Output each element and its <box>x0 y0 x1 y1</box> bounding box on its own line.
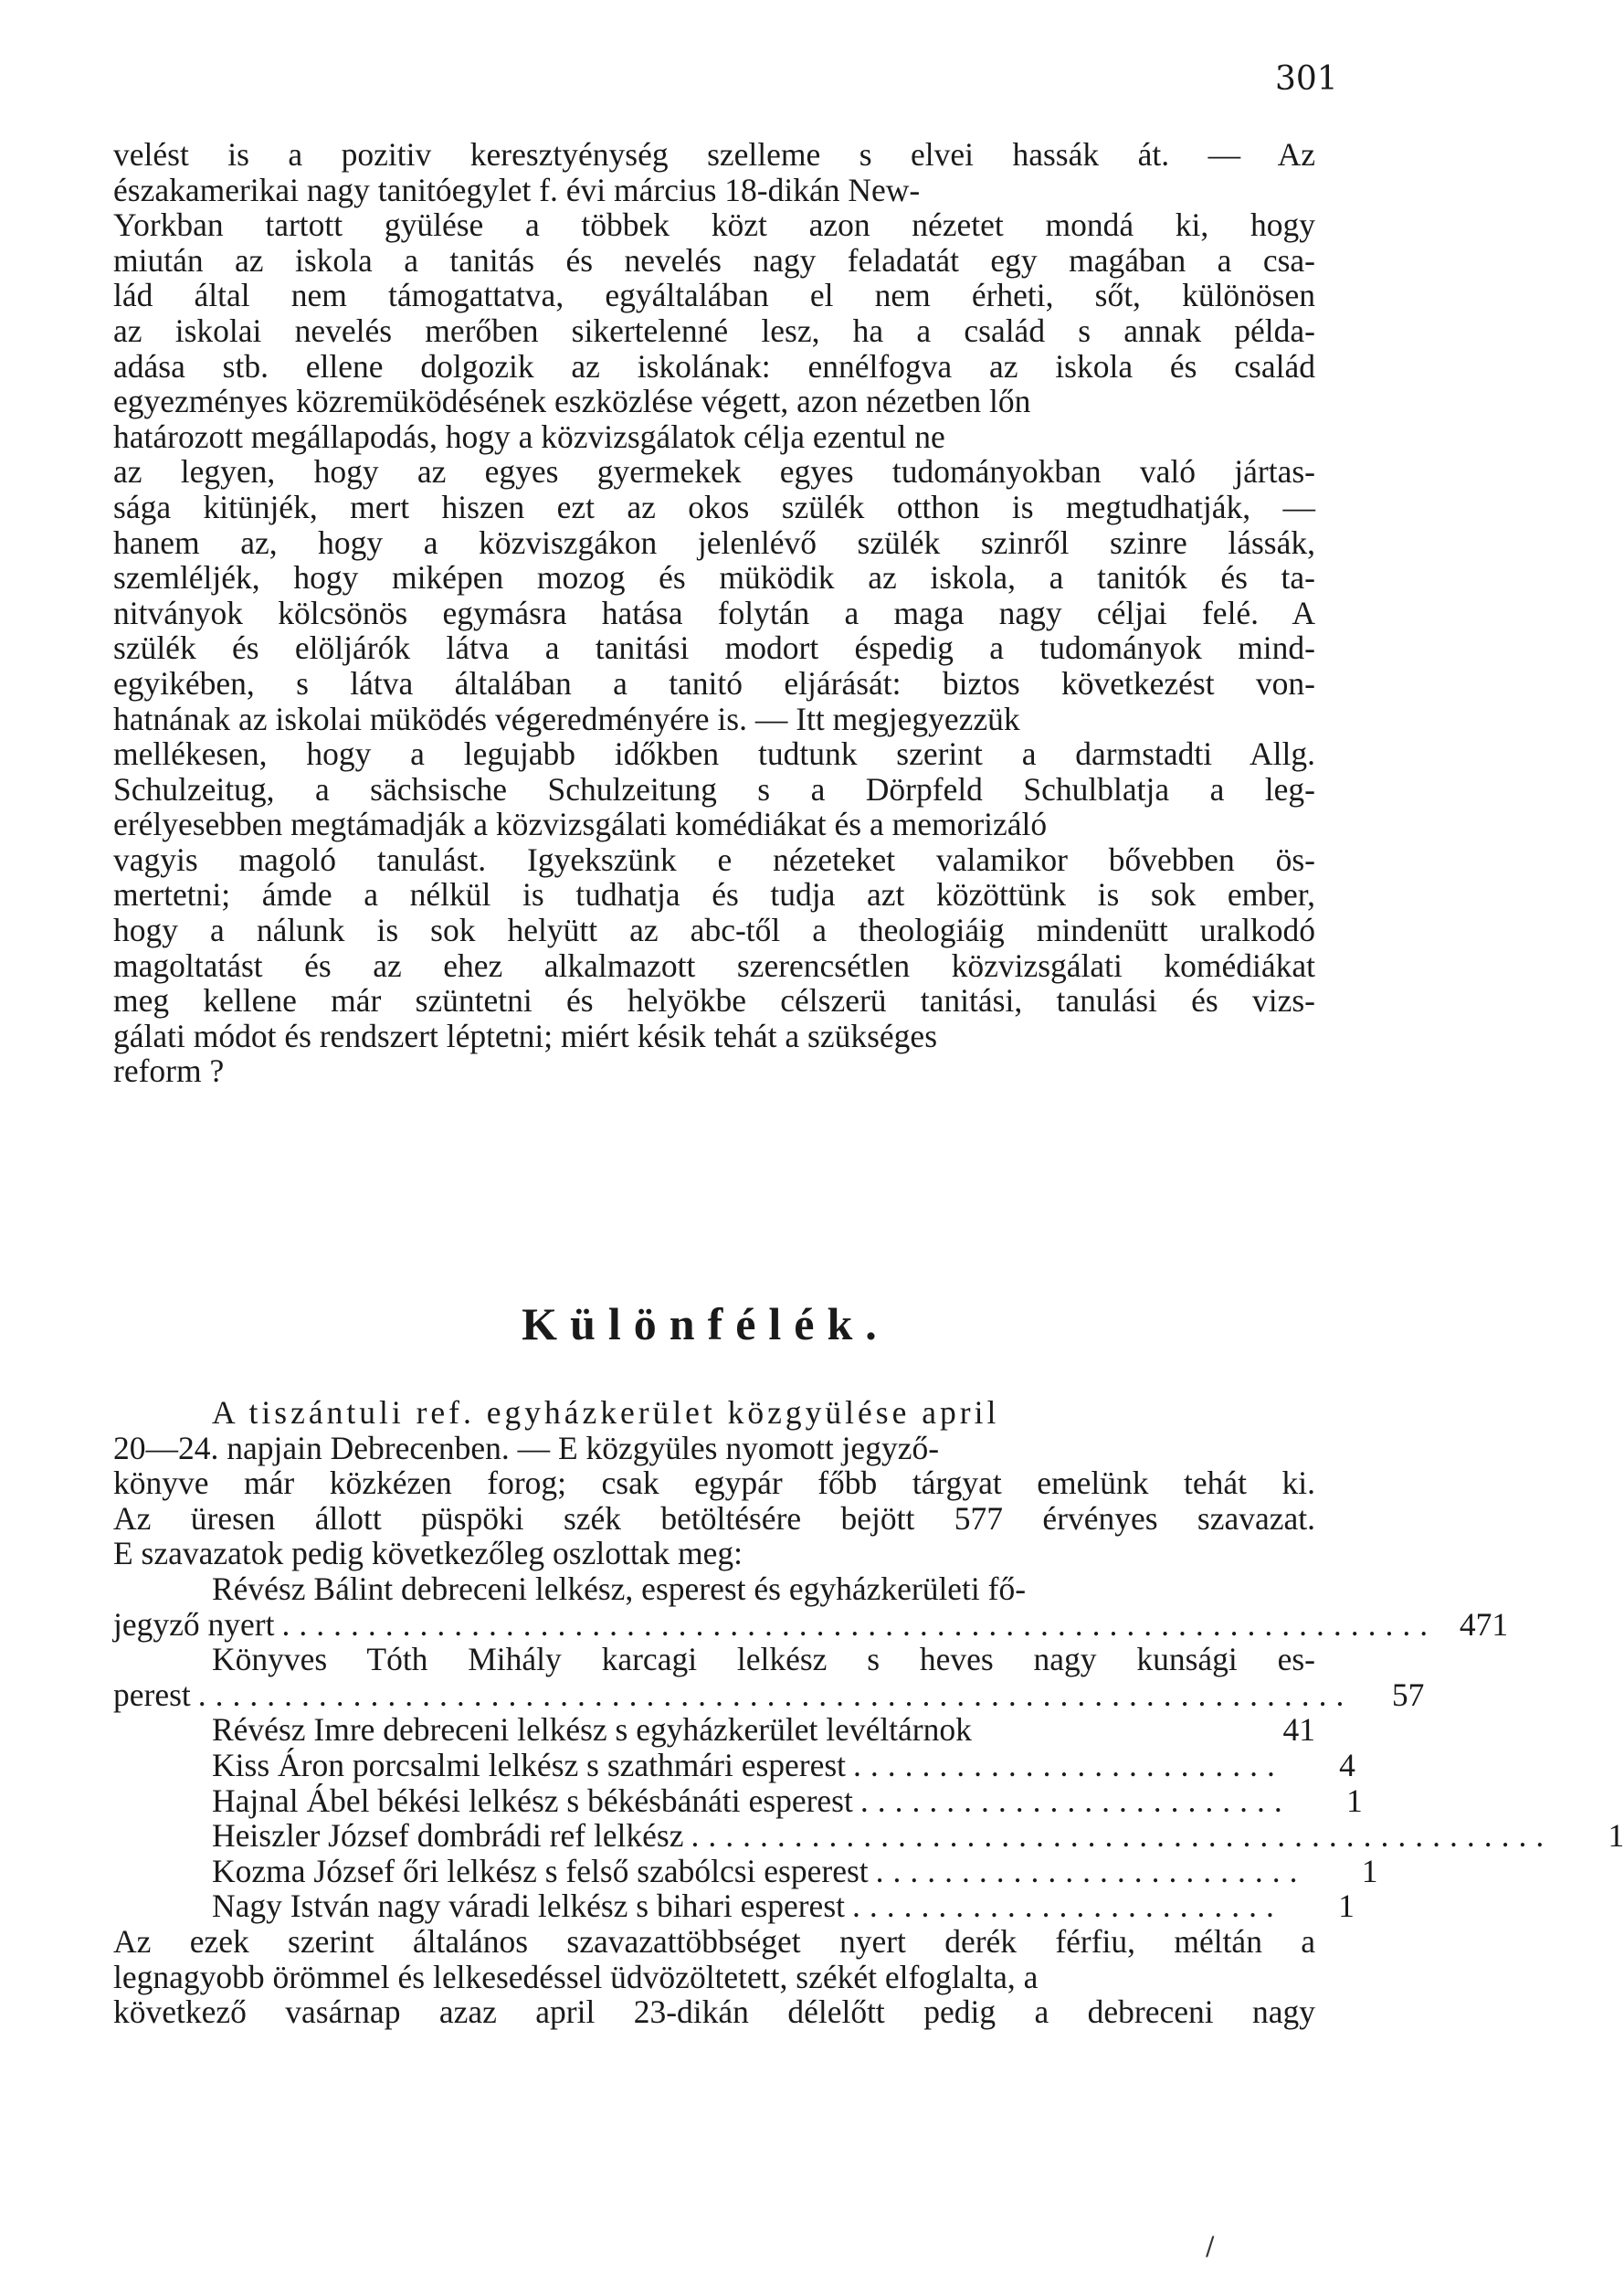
text-line: A tiszántuli ref. egyházkerület közgyülése april <box>212 1394 1000 1431</box>
text-line: határozott megállapodás, hogy a közvizsgálatok célja ezentul ne <box>113 418 945 455</box>
text-line: szülék és elöljárók látva a tanitási modort éspedig a tudományok mind- <box>113 629 1315 667</box>
vote-entry: Hajnal Ábel békési lelkész s békésbánáti esperest ......................... 1 <box>212 1782 1363 1819</box>
text-line: Schulzeitug, a sächsische Schulzeitung s a Dörpfeld Schulblatja a leg- <box>113 770 1315 808</box>
text-line: legnagyobb örömmel és lelkesedéssel üdvözöltetett, székét elfoglalta, a <box>113 1958 1039 1995</box>
announcement-body <box>113 1394 1624 2031</box>
vote-count: 1 <box>1345 1782 1363 1819</box>
text-line: gálati módot és rendszert léptetni; miért késik tehát a szükséges <box>113 1017 938 1054</box>
page-number: 301 <box>1275 60 1338 98</box>
text-line: északamerikai nagy tanitóegylet f. évi március 18-dikán New- <box>113 171 921 208</box>
text-line: egyezményes közremüködésének eszközlése végett, azon nézetben lőn <box>113 383 1031 420</box>
margin-mark: / <box>1206 2231 1215 2261</box>
section-title: Különfélék. <box>522 1298 890 1349</box>
vote-entry: Kiss Áron porcsalmi lelkész s szathmári esperest ......................... 4 <box>212 1746 1355 1783</box>
vote-entry: Révész Imre debreceni lelkész s egyházkerület levéltárnok 41 <box>212 1711 1315 1749</box>
vote-count: 471 <box>1459 1605 1509 1643</box>
vote-entry: Kozma József őri lelkész s felső szabólcsi esperest ......................... 1 <box>212 1852 1378 1889</box>
text-line: adása stb. ellene dolgozik az iskolának: ennélfogva az iskola és család <box>113 347 1315 385</box>
article-body <box>113 137 1315 1089</box>
text-line: hogy a nálunk is sok helyütt az abc-től a theologiáig mindenütt uralkodó <box>113 912 1315 949</box>
text-line: hanem az, hogy a közviszgákon jelenlévő szülék szinről szinre lássák, <box>113 523 1315 561</box>
vote-entry: Heiszler József dombrádi ref lelkész .................................................. 1 <box>212 1817 1624 1855</box>
text-line: következő vasárnap azaz april 23-dikán délelőtt pedig a debreceni nagy <box>113 1993 1315 2031</box>
text-line: Yorkban tartott gyülése a többek közt azon nézetet mondá ki, hogy <box>113 206 1315 244</box>
vote-count: 41 <box>1282 1711 1315 1749</box>
vote-count: 57 <box>1391 1676 1425 1713</box>
text-line: Az ezek szerint általános szavazattöbbséget nyert derék férfiu, méltán a <box>113 1922 1315 1960</box>
text-line: miután az iskola a tanitás és nevelés nagy feladatát egy magában a csa- <box>113 241 1315 279</box>
vote-entry: Nagy István nagy váradi lelkész s bihari esperest ......................... 1 <box>212 1887 1355 1925</box>
text-line: sága kitünjék, mert hiszen ezt az okos szülék otthon is megtudhatják, — <box>113 488 1315 525</box>
text-line: E szavazatok pedig következőleg oszlottak meg: <box>113 1535 743 1572</box>
text-line: mertetni; ámde a nélkül is tudhatja és tudja azt közöttünk is sok ember, <box>113 876 1315 914</box>
text-line: Az üresen állott püspöki szék betöltésére bejött 577 érvényes szavazat. <box>113 1499 1315 1537</box>
text-line: erélyesebben megtámadják a közvizsgálati komédiákat és a memorizáló <box>113 806 1048 843</box>
text-line: meg kellene már szüntetni és helyökbe célszerü tanitási, tanulási és vizs- <box>113 982 1315 1020</box>
vote-entry: jegyző nyert ................................................................... 471 <box>113 1605 1509 1643</box>
vote-entry-line: Révész Bálint debreceni lelkész, esperest és egyházkerületi fő- <box>212 1570 1027 1607</box>
text-line: az legyen, hogy az egyes gyermekek egyes tudományokban való jártas- <box>113 453 1315 491</box>
text-line: egyikében, s látva általában a tanitó eljárását: biztos következést von- <box>113 664 1315 702</box>
text-line: vagyis magoló tanulást. Igyekszünk e nézeteket valamikor bővebben ös- <box>113 841 1315 878</box>
vote-count: 4 <box>1339 1746 1355 1783</box>
vote-entry-line: Könyves Tóth Mihály karcagi lelkész s heves nagy kunsági es- <box>212 1641 1315 1678</box>
vote-entry: perest ................................................................... 57 <box>113 1676 1425 1713</box>
vote-count: 1 <box>1608 1817 1624 1855</box>
text-line: reform ? <box>113 1052 225 1090</box>
text-line: könyve már közkézen forog; csak egypár főbb tárgyat emelünk tehát ki. <box>113 1465 1315 1502</box>
text-line: 20—24. napjain Debrecenben. — E közgyüles nyomott jegyző- <box>113 1429 940 1466</box>
text-line: nitványok kölcsönös egymásra hatása folytán a maga nagy céljai felé. A <box>113 594 1315 631</box>
text-line: velést is a pozitiv keresztyénység szelleme s elvei hassák át. — Az <box>113 136 1315 173</box>
vote-count: 1 <box>1361 1852 1378 1889</box>
text-line: hatnának az iskolai müködés végeredményére is. — Itt megjegyezzük <box>113 700 1020 737</box>
text-line: magoltatást és az ehez alkalmazott szerencsétlen közvizsgálati komédiákat <box>113 946 1315 984</box>
vote-count: 1 <box>1338 1887 1355 1925</box>
text-line: szemléljék, hogy miképen mozog és müködik az iskola, a tanitók és ta- <box>113 559 1315 597</box>
text-line: mellékesen, hogy a legujabb időkben tudtunk szerint a darmstadti Allg. <box>113 735 1315 773</box>
text-line: lád által nem támogattatva, egyáltalában el nem érheti, sőt, különösen <box>113 277 1315 314</box>
text-line: az iskolai nevelés merőben sikertelenné lesz, ha a család s annak példa- <box>113 312 1315 349</box>
